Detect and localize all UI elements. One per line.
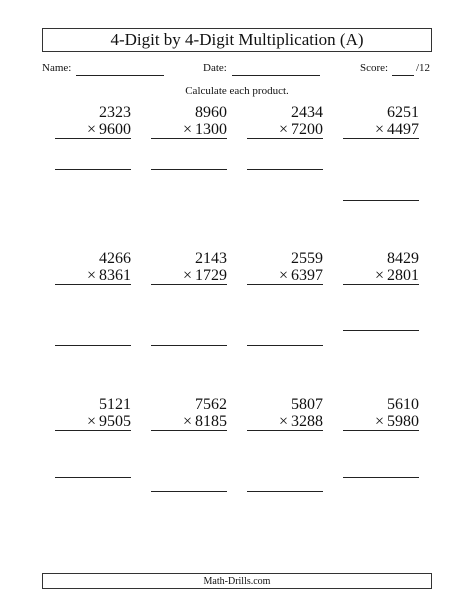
multiplier: 5980 [387, 413, 419, 430]
multiplier-row [55, 267, 131, 285]
times-sign: × [182, 267, 192, 284]
times-sign: × [86, 267, 96, 284]
multiplier: 4497 [387, 121, 419, 138]
instructions: Calculate each product. [185, 85, 289, 97]
footer-site-name: Math-Drills.com [42, 573, 432, 589]
multiplicand: 5610 [387, 396, 419, 413]
answer-line-12[interactable] [343, 477, 419, 478]
answer-line-1[interactable] [55, 169, 131, 170]
multiplicand: 8429 [387, 250, 419, 267]
score-label: Score: [360, 62, 389, 74]
score-blank[interactable] [392, 63, 414, 76]
multiplier: 9505 [99, 413, 131, 430]
problem-1 [55, 104, 131, 139]
multiplicand: 8960 [195, 104, 227, 121]
multiplicand: 7562 [195, 396, 227, 413]
answer-line-7[interactable] [247, 345, 323, 346]
student-info-row [0, 62, 474, 78]
answer-line-4[interactable] [343, 200, 419, 201]
multiplicand: 2143 [195, 250, 227, 267]
multiplier-row [343, 121, 419, 139]
problem-6 [151, 250, 227, 285]
answer-line-10[interactable] [151, 491, 227, 492]
multiplier: 6397 [291, 267, 323, 284]
answer-line-8[interactable] [343, 330, 419, 331]
multiplicand: 2559 [291, 250, 323, 267]
answer-line-2[interactable] [151, 169, 227, 170]
multiplier-row [343, 413, 419, 431]
multiplier-row [151, 121, 227, 139]
multiplier-row [55, 121, 131, 139]
date-label: Date: [203, 62, 227, 74]
multiplier: 1300 [195, 121, 227, 138]
times-sign: × [278, 413, 288, 430]
problem-9 [55, 396, 131, 431]
problem-11 [247, 396, 323, 431]
multiplier: 8361 [99, 267, 131, 284]
answer-line-9[interactable] [55, 477, 131, 478]
times-sign: × [278, 121, 288, 138]
multiplier-row [151, 267, 227, 285]
problem-12 [343, 396, 419, 431]
multiplicand: 5121 [99, 396, 131, 413]
date-blank[interactable] [232, 63, 320, 76]
multiplier-row [151, 413, 227, 431]
multiplier-row [247, 413, 323, 431]
answer-line-11[interactable] [247, 491, 323, 492]
name-blank[interactable] [76, 63, 164, 76]
times-sign: × [278, 267, 288, 284]
multiplier: 1729 [195, 267, 227, 284]
multiplier-row [343, 267, 419, 285]
times-sign: × [374, 121, 384, 138]
multiplier-row [247, 121, 323, 139]
problem-8 [343, 250, 419, 285]
multiplier: 7200 [291, 121, 323, 138]
times-sign: × [86, 121, 96, 138]
multiplier: 9600 [99, 121, 131, 138]
times-sign: × [374, 267, 384, 284]
times-sign: × [374, 413, 384, 430]
problem-3 [247, 104, 323, 139]
multiplier: 8185 [195, 413, 227, 430]
problem-4 [343, 104, 419, 139]
answer-line-3[interactable] [247, 169, 323, 170]
name-label: Name: [42, 62, 72, 74]
problem-10 [151, 396, 227, 431]
answer-line-6[interactable] [151, 345, 227, 346]
times-sign: × [182, 413, 192, 430]
multiplicand: 2434 [291, 104, 323, 121]
answer-line-5[interactable] [55, 345, 131, 346]
times-sign: × [86, 413, 96, 430]
multiplicand: 5807 [291, 396, 323, 413]
worksheet-title: 4-Digit by 4-Digit Multiplication (A) [42, 28, 432, 52]
problem-7 [247, 250, 323, 285]
times-sign: × [182, 121, 192, 138]
multiplicand: 2323 [99, 104, 131, 121]
score-total: /12 [416, 62, 431, 74]
multiplier: 2801 [387, 267, 419, 284]
multiplicand: 6251 [387, 104, 419, 121]
multiplier-row [55, 413, 131, 431]
multiplier-row [247, 267, 323, 285]
problem-5 [55, 250, 131, 285]
multiplier: 3288 [291, 413, 323, 430]
problem-2 [151, 104, 227, 139]
multiplicand: 4266 [99, 250, 131, 267]
